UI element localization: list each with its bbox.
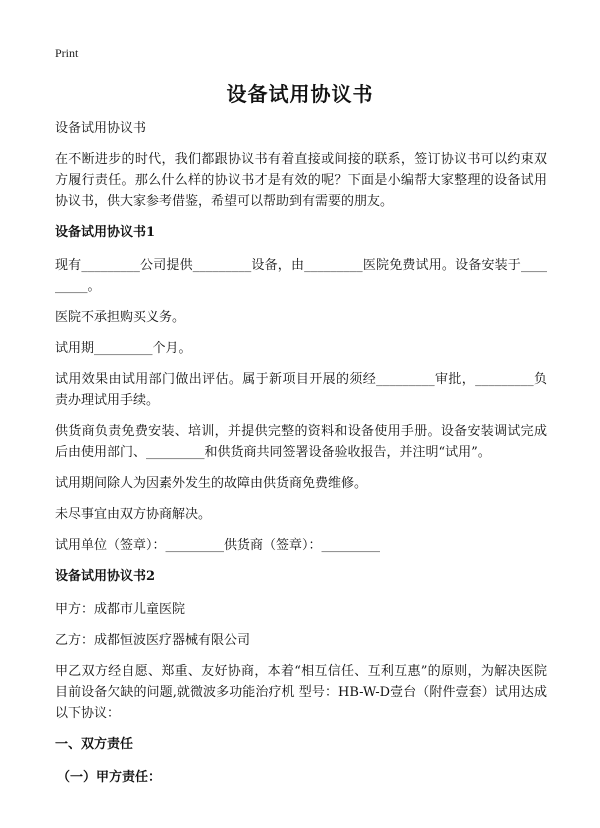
section1-paragraph: 试用效果由试用部门做出评估。属于新项目开展的须经_________审批，_________负责办理试用手续。 [55,372,547,408]
clause-heading: 一、双方责任 [55,737,134,752]
print-link[interactable]: Print [55,46,79,60]
party-b: 乙方：成都恒波医疗器械有限公司 [55,633,251,648]
section1-signature-line: 试用单位（签章）：_________供货商（签章）：_________ [55,538,381,553]
section2-paragraph: 甲乙双方经自愿、郑重、友好协商，本着“相互信任、互利互惠”的原则，为解决医院目前设备欠缺的问题,就微波多功能治疗机 型号：HB-W-D壹台（附件壹套）试用达成以下协议： [55,664,547,721]
section1-paragraph: 现有_________公司提供_________设备，由_________医院免费试用。设备安装于_________。 [55,258,547,294]
section2-heading: 设备试用协议书2 [55,569,156,584]
section1-paragraph: 试用期_________个月。 [55,341,192,356]
document-subtitle: 设备试用协议书 [55,121,147,136]
section1-paragraph: 医院不承担购买义务。 [55,310,186,325]
section1-heading: 设备试用协议书1 [55,225,156,240]
party-a: 甲方：成都市儿童医院 [55,602,186,617]
document-body [55,118,547,798]
section1-paragraph: 未尽事宜由双方协商解决。 [55,507,212,522]
page-title: 设备试用协议书 [226,82,374,106]
section1-paragraph: 试用期间除人为因素外发生的故障由供货商免费维修。 [55,476,368,491]
intro-paragraph: 在不断进步的时代，我们都跟协议书有着直接或间接的联系，签订协议书可以约束双方履行责任。那么什么样的协议书才是有效的呢？下面是小编帮大家整理的设备试用协议书，供大家参考借鉴，希望可以帮助到有需要的朋友。 [55,152,547,209]
sub-clause-heading: （一）甲方责任： [57,770,162,785]
section1-paragraph: 供货商负责免费安装、培训，并提供完整的资料和设备使用手册。设备安装调试完成后由使用部门、_________和供货商共同签署设备验收报告，并注明“试用”。 [55,424,547,460]
